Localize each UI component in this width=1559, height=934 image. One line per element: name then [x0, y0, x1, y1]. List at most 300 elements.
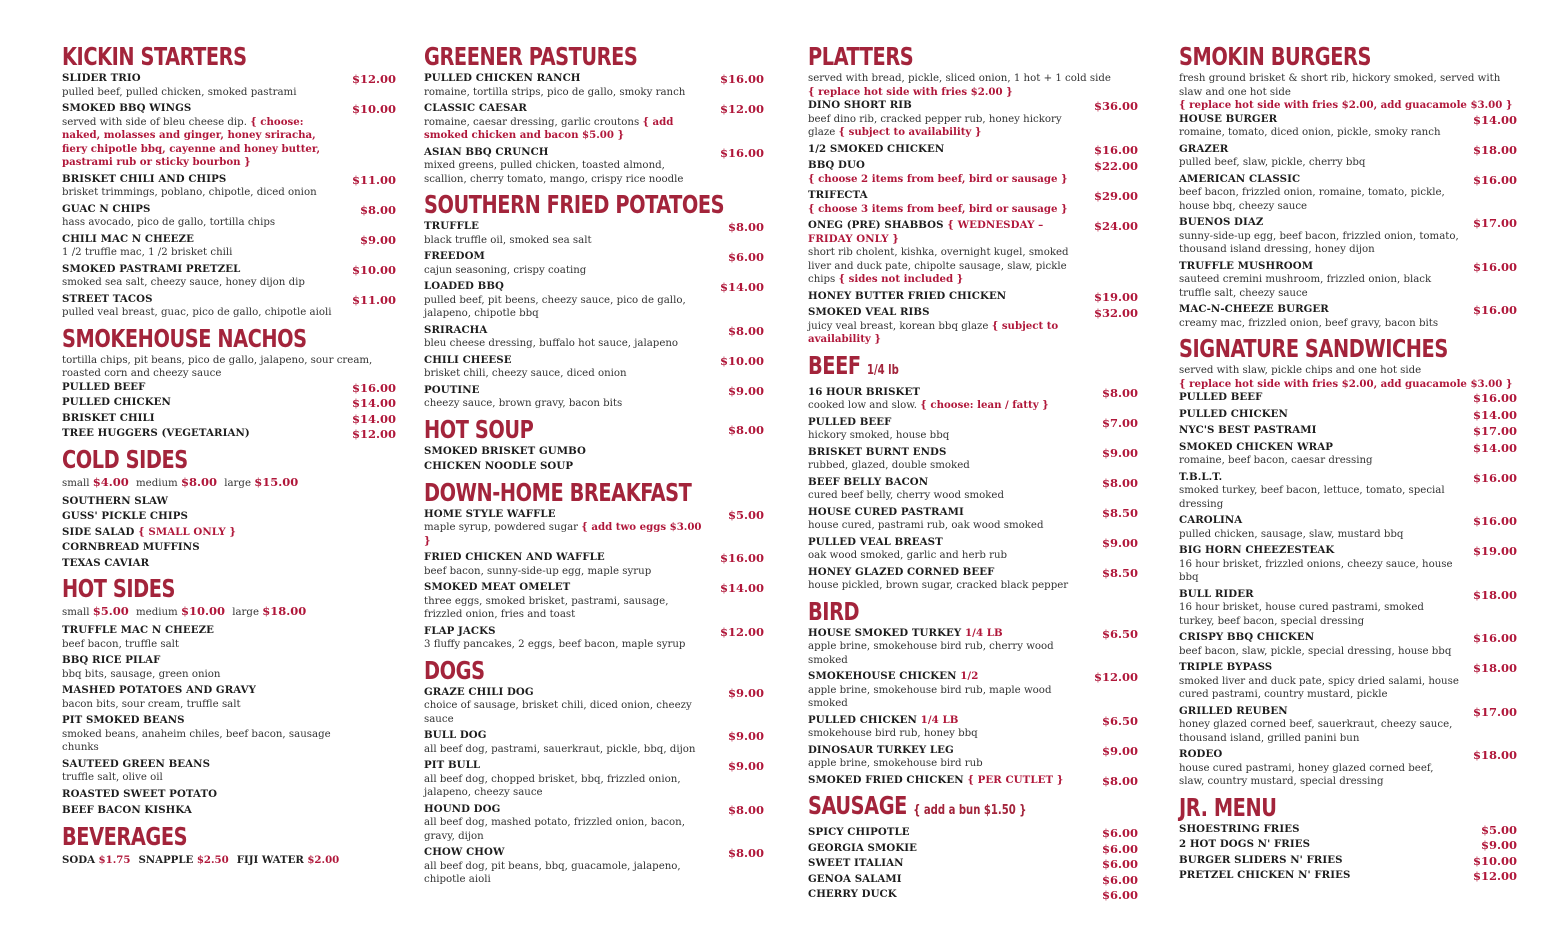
- item-name-text: FRIED CHICKEN AND WAFFLE: [424, 551, 605, 563]
- section-header: [808, 42, 1138, 71]
- size-label: small: [62, 607, 90, 618]
- menu-item: [1179, 143, 1517, 170]
- item-description: [1179, 528, 1461, 542]
- item-price: $6.50: [1101, 713, 1138, 728]
- menu-item: [808, 290, 1138, 304]
- item-price: $12.00: [351, 427, 396, 441]
- item-price: $16.00: [1472, 259, 1517, 274]
- menu-item: [424, 846, 764, 887]
- menu-item: [808, 857, 1138, 871]
- item-description: [424, 116, 708, 143]
- item-name: [424, 354, 708, 368]
- item-description-text: brisket chili, cheezy sauce, diced onion: [424, 368, 627, 379]
- item-description: [1179, 230, 1461, 257]
- item-description-text: smoked sea salt, cheezy sauce, honey dijon dip: [62, 277, 305, 288]
- section-note-highlight: { replace hot side with fries $2.00, add guacamole $3.00 }: [1179, 99, 1513, 111]
- item-description: [808, 579, 1082, 593]
- item-name-text: PULLED CHICKEN: [1179, 407, 1288, 420]
- item-name-text: PULLED BEEF: [62, 380, 146, 393]
- item-name-text: DINOSAUR TURKEY LEG: [808, 743, 954, 756]
- item-description-text: pulled beef, pulled chicken, smoked pastrami: [62, 86, 297, 98]
- menu-item: [62, 396, 396, 410]
- item-name: [424, 759, 708, 773]
- section-header: [62, 574, 396, 603]
- item-name: [808, 857, 1082, 871]
- item-name: [424, 220, 708, 234]
- beverage-name: SODA: [62, 853, 95, 866]
- menu-item: [62, 427, 396, 441]
- item-description-text: romaine, beef bacon, caesar dressing: [1179, 455, 1373, 466]
- item-price: $29.00: [1093, 189, 1138, 203]
- item-price: $11.00: [351, 292, 396, 307]
- item-name-text: FLAP JACKS: [424, 624, 496, 637]
- menu-item: [424, 729, 764, 756]
- item-name-text: AMERICAN CLASSIC: [1179, 172, 1301, 185]
- item-name-text: PULLED BEEF: [808, 415, 892, 428]
- menu-item: [1179, 631, 1517, 658]
- menu-section: [1179, 793, 1517, 883]
- item-description: [1179, 273, 1461, 300]
- section-title-text: HOT SIDES: [62, 574, 176, 603]
- item-name-text: POUTINE: [424, 383, 480, 396]
- menu-item: [424, 384, 764, 411]
- item-price: $12.00: [1093, 670, 1138, 684]
- section-title: [62, 445, 349, 474]
- item-description-text: honey glazed corned beef, sauerkraut, cheezy sauce, thousand island, grilled panini bun: [1179, 719, 1453, 744]
- item-price: $9.00: [727, 685, 764, 700]
- section-title: [808, 791, 1092, 825]
- item-name-text: CLASSIC CAESAR: [424, 102, 527, 114]
- menu-item: [424, 686, 764, 727]
- item-description: [424, 816, 708, 843]
- item-name: [424, 846, 708, 860]
- item-name-text: CRISPY BBQ CHICKEN: [1179, 631, 1315, 643]
- item-name-text: SWEET ITALIAN: [808, 857, 904, 869]
- item-description: [424, 638, 708, 652]
- item-name-text: SLIDER TRIO: [62, 72, 141, 84]
- item-description-text: sunny-side-up egg, beef bacon, frizzled onion, tomato, thousand island dressing, honey dijon: [1179, 230, 1459, 255]
- item-name: [62, 233, 340, 247]
- item-name: [62, 396, 340, 410]
- item-price: $16.00: [351, 380, 396, 395]
- item-price: $6.50: [1101, 626, 1138, 641]
- menu-item: [62, 758, 396, 785]
- item-name: [62, 72, 340, 86]
- item-name-text: NYC'S BEST PASTRAMI: [1179, 424, 1317, 436]
- item-price: $16.00: [1472, 303, 1517, 317]
- section-price: $8.00: [727, 422, 764, 437]
- item-price: $8.00: [727, 323, 764, 338]
- menu-item: [424, 354, 764, 381]
- item-description: [1179, 484, 1461, 511]
- item-description-text: bleu cheese dressing, buffalo hot sauce, jalapeno: [424, 338, 679, 349]
- item-description-text: brisket trimmings, poblano, chipotle, diced onion: [62, 187, 317, 198]
- item-price: $14.00: [351, 396, 396, 410]
- menu-item: [1179, 303, 1517, 330]
- item-description: [808, 203, 1082, 217]
- section-title: [808, 351, 1092, 385]
- item-description-text: oak wood smoked, garlic and herb rub: [808, 550, 1008, 561]
- section-header: [424, 415, 764, 444]
- item-name: [62, 203, 340, 217]
- item-name: [1179, 260, 1461, 274]
- section-title: [424, 478, 716, 507]
- menu-item: [1179, 838, 1517, 852]
- menu-section: [424, 415, 764, 474]
- item-description-text: house cured pastrami, honey glazed corned beef, slaw, country mustard, special dressing: [1179, 762, 1434, 787]
- item-description-text: 16 hour brisket, frizzled onions, cheezy sauce, house bbq: [1179, 558, 1453, 583]
- size-price: $18.00: [262, 604, 307, 618]
- item-price: $8.00: [727, 220, 764, 234]
- item-price: $8.00: [1101, 475, 1138, 490]
- item-name-text: PULLED VEAL BREAST: [808, 535, 943, 548]
- item-description: [62, 638, 340, 652]
- menu-item: [1179, 661, 1517, 702]
- item-name: [62, 526, 340, 540]
- item-price: $22.00: [1093, 159, 1138, 173]
- item-price: $10.00: [351, 262, 396, 277]
- item-name-text: RODEO: [1179, 748, 1223, 760]
- item-name: [808, 446, 1082, 460]
- item-price: $16.00: [1093, 142, 1138, 157]
- item-price: $9.00: [359, 232, 396, 247]
- item-name-text: GRILLED REUBEN: [1179, 704, 1288, 717]
- menu-item: [808, 744, 1138, 771]
- item-name: [808, 888, 1082, 902]
- item-name-text: BULL DOG: [424, 729, 487, 741]
- menu-item: [808, 446, 1138, 473]
- menu-item: [424, 72, 764, 99]
- size-prices: [62, 475, 396, 491]
- menu-item: [1179, 514, 1517, 541]
- menu-item: [424, 280, 764, 321]
- item-name-note: 1/4 LB: [964, 626, 1003, 639]
- item-name-text: GUSS' PICKLE CHIPS: [62, 510, 188, 522]
- item-name-text: GENOA SALAMI: [808, 872, 902, 885]
- item-price: $18.00: [1472, 661, 1517, 675]
- item-name: [62, 758, 340, 772]
- item-name: [808, 159, 1082, 173]
- item-description-note: { choose: lean / fatty }: [920, 399, 1049, 411]
- menu-item: [62, 72, 396, 99]
- item-description-text: beef bacon, frizzled onion, romaine, tomato, pickle, house bbq, cheezy sauce: [1179, 187, 1445, 212]
- item-price: $16.00: [719, 551, 764, 565]
- item-description: [424, 86, 708, 100]
- menu-item: [1179, 471, 1517, 512]
- item-name-text: PIT BULL: [424, 759, 481, 771]
- menu-item: [808, 888, 1138, 902]
- item-description-text: smoked beans, anaheim chiles, beef bacon, sausage chunks: [62, 728, 331, 753]
- section-title-text: SAUSAGE: [808, 791, 907, 820]
- item-name-text: SOUTHERN SLAW: [62, 494, 169, 507]
- item-description-text: beef bacon, sunny-side-up egg, maple syrup: [424, 565, 652, 577]
- menu-section: [424, 42, 764, 186]
- item-name: [62, 381, 340, 395]
- item-description: [424, 367, 708, 381]
- item-price: $12.00: [351, 72, 396, 86]
- item-name-note: { PER CUTLET }: [967, 773, 1064, 786]
- item-description: [424, 234, 708, 248]
- item-price: $10.00: [351, 102, 396, 116]
- item-name: [424, 460, 708, 474]
- item-price: $8.50: [1101, 505, 1138, 520]
- item-name-text: LOADED BBQ: [424, 280, 505, 292]
- menu-item: [1179, 391, 1517, 405]
- item-description-text: romaine, tortilla strips, pico de gallo, smoky ranch: [424, 86, 686, 98]
- item-name-text: BURGER SLIDERS N' FRIES: [1179, 853, 1343, 866]
- section-title-text: COLD SIDES: [62, 444, 188, 474]
- item-name-text: BUENOS DIAZ: [1179, 216, 1264, 228]
- menu-item: [62, 263, 396, 290]
- item-description: [808, 246, 1082, 287]
- beverage-price: $1.75: [98, 853, 131, 866]
- size-prices: [62, 604, 396, 620]
- item-description-text: house pickled, brown sugar, cracked black pepper: [808, 580, 1069, 591]
- item-name-text: BBQ DUO: [808, 159, 865, 171]
- menu-item: [808, 99, 1138, 140]
- item-name-text: SAUTEED GREEN BEANS: [62, 757, 211, 770]
- menu-item: [1179, 216, 1517, 257]
- column-2: [424, 40, 764, 890]
- item-name: [424, 686, 708, 700]
- item-description-text: sauteed cremini mushroom, frizzled onion, black truffle salt, cheezy sauce: [1179, 274, 1432, 299]
- item-description-text: all beef dog, chopped brisket, bbq, frizzled onion, jalapeno, cheezy sauce: [424, 773, 681, 798]
- item-name: [62, 102, 340, 116]
- item-name: [808, 774, 1082, 788]
- menu-item: [1179, 869, 1517, 883]
- item-description-text: rubbed, glazed, double smoked: [808, 460, 970, 471]
- item-name-text: FREEDOM: [424, 250, 485, 262]
- item-description-text: beef dino rib, cracked pepper rub, honey hickory glaze: [808, 113, 1062, 138]
- item-description-text: smoked liver and duck pate, spicy dried salami, house cured pastrami, country mustard, pickle: [1179, 675, 1459, 700]
- menu-item: [1179, 854, 1517, 868]
- item-description-text: black truffle oil, smoked sea salt: [424, 234, 592, 246]
- item-name-text: SMOKED BBQ WINGS: [62, 102, 192, 114]
- item-name: [62, 654, 340, 668]
- menu-item: [1179, 260, 1517, 301]
- item-name-text: HOUSE BURGER: [1179, 112, 1278, 125]
- item-description-note: { subject to availability }: [838, 126, 982, 138]
- item-price: $16.00: [1472, 514, 1517, 528]
- item-description: [808, 399, 1082, 413]
- size-label: small: [62, 477, 90, 489]
- item-description: [808, 727, 1082, 741]
- section-header: [62, 822, 396, 851]
- menu-item: [62, 510, 396, 524]
- item-description-text: all beef dog, mashed potato, frizzled onion, bacon, gravy, dijon: [424, 817, 685, 842]
- item-description-text: pulled beef, pit beens, cheezy sauce, pico de gallo, jalapeno, chipotle bbq: [424, 294, 686, 319]
- menu-item: [808, 774, 1138, 788]
- menu-item: [808, 536, 1138, 563]
- item-name: [424, 551, 708, 565]
- item-description: [424, 595, 708, 622]
- item-name: [808, 873, 1082, 887]
- item-price: $8.00: [1101, 773, 1138, 788]
- menu-item: [1179, 588, 1517, 629]
- item-description: [424, 743, 708, 757]
- item-name-note: 1/4 LB: [920, 713, 959, 726]
- item-description-text: short rib cholent, kishka, overnight kugel, smoked liver and duck pate, chipolte sausage, slaw, pickle chips: [808, 247, 1069, 285]
- size-price: $4.00: [92, 474, 129, 489]
- menu-section: [808, 42, 1138, 347]
- section-title-text: GREENER PASTURES: [424, 42, 638, 71]
- item-name-text: TRUFFLE: [424, 220, 480, 232]
- menu-section: [62, 574, 396, 818]
- item-description: [1179, 645, 1461, 659]
- item-description: [62, 698, 340, 712]
- item-name-text: BULL RIDER: [1179, 587, 1254, 600]
- item-description: [62, 246, 340, 260]
- menu-item: [424, 460, 764, 474]
- item-description: [808, 113, 1082, 140]
- item-description-text: apple brine, smokehouse bird rub: [808, 758, 983, 769]
- item-price: $10.00: [719, 353, 764, 368]
- item-name-text: BRISKET CHILI AND CHIPS: [62, 172, 227, 185]
- item-name: [808, 290, 1082, 304]
- item-description: [62, 116, 340, 170]
- item-name: [808, 306, 1082, 320]
- item-name: [424, 729, 708, 743]
- item-description-text: creamy mac, frizzled onion, beef gravy, bacon bits: [1179, 317, 1439, 329]
- item-name-text: CHICKEN NOODLE SOUP: [424, 460, 574, 472]
- item-name-text: BIG HORN CHEEZESTEAK: [1179, 544, 1335, 556]
- item-name: [1179, 408, 1461, 422]
- menu-item: [808, 506, 1138, 533]
- item-name: [808, 219, 1082, 246]
- item-name-text: STREET TACOS: [62, 292, 153, 305]
- item-description: [62, 668, 340, 682]
- item-name-text: CAROLINA: [1179, 514, 1243, 526]
- menu-item: [808, 842, 1138, 856]
- item-name: [808, 670, 1082, 684]
- section-title: [808, 597, 1092, 626]
- menu-item: [424, 581, 764, 622]
- item-description: [808, 320, 1082, 347]
- menu-section: [808, 597, 1138, 788]
- item-description-text: romaine, caesar dressing, garlic croutons: [424, 116, 640, 128]
- menu-item: [808, 386, 1138, 413]
- menu-item: [424, 324, 764, 351]
- item-name: [62, 557, 340, 571]
- menu-item: [62, 684, 396, 711]
- item-name: [1179, 588, 1461, 602]
- item-description: [1179, 126, 1461, 140]
- item-description-text: smokehouse bird rub, honey bbq: [808, 728, 978, 739]
- item-name: [808, 189, 1082, 203]
- menu-item: [1179, 705, 1517, 746]
- item-description-text: pulled veal breast, guac, pico de gallo, chipotle aioli: [62, 307, 332, 318]
- item-name: [808, 476, 1082, 490]
- item-description: [424, 264, 708, 278]
- beverage-name: SNAPPLE: [138, 853, 194, 866]
- item-description: [62, 276, 340, 290]
- section-note: served with slaw, pickle chips and one hot side: [1179, 365, 1422, 376]
- item-name-text: HOUSE SMOKED TURKEY: [808, 626, 962, 639]
- section-title: [1179, 793, 1470, 822]
- item-price: $16.00: [1472, 470, 1517, 485]
- item-price: $16.00: [1472, 631, 1517, 645]
- item-name: [1179, 544, 1461, 558]
- item-name-text: CHILI CHEESE: [424, 353, 512, 366]
- section-header: [62, 324, 396, 353]
- item-name: [424, 146, 708, 160]
- section-title: [424, 415, 716, 444]
- item-price: $8.00: [359, 202, 396, 217]
- section-note-highlight: { replace hot side with fries $2.00, add guacamole $3.00 }: [1179, 377, 1513, 390]
- item-description-text: truffle salt, olive oil: [62, 772, 163, 783]
- item-name: [62, 412, 340, 426]
- menu-item: [62, 788, 396, 802]
- menu-item: [62, 412, 396, 426]
- menu-item: [424, 102, 764, 143]
- item-description-text: cheezy sauce, brown gravy, bacon bits: [424, 398, 623, 409]
- item-name-text: SIDE SALAD: [62, 525, 135, 538]
- item-description: [62, 728, 340, 755]
- item-name-text: 16 HOUR BRISKET: [808, 385, 921, 398]
- item-description-note: { add two eggs $3.00 }: [424, 521, 702, 547]
- item-name: [1179, 173, 1461, 187]
- size-price: $15.00: [254, 474, 299, 489]
- section-header: [424, 656, 764, 685]
- section-note: served with bread, pickle, sliced onion, 1 hot + 1 cold side: [808, 73, 1111, 84]
- item-name-text: SPICY CHIPOTLE: [808, 826, 910, 838]
- menu-item: [1179, 113, 1517, 140]
- item-description-text: 1 /2 truffle mac, 1 /2 brisket chili: [62, 247, 233, 258]
- item-name: [1179, 705, 1461, 719]
- menu-item: [808, 566, 1138, 593]
- item-price: $14.00: [1472, 440, 1517, 455]
- beverage-name: FIJI WATER: [236, 853, 304, 866]
- item-name-text: T.B.L.T.: [1179, 470, 1223, 483]
- item-price: $9.00: [1101, 535, 1138, 550]
- item-price: $6.00: [1101, 841, 1138, 856]
- menu-section: [62, 822, 396, 867]
- section-title: [1179, 334, 1470, 363]
- item-name: [62, 173, 340, 187]
- item-description-text: hickory smoked, house bbq: [808, 430, 950, 441]
- size-price: $5.00: [92, 604, 129, 618]
- item-name: [424, 384, 708, 398]
- item-price: $6.00: [1101, 872, 1138, 887]
- section-title: [424, 190, 725, 219]
- item-description: [1179, 601, 1461, 628]
- section-title: [62, 42, 349, 71]
- item-description-text: beef bacon, slaw, pickle, special dressing, house bbq: [1179, 645, 1452, 657]
- item-name: [808, 99, 1082, 113]
- section-header: [808, 597, 1138, 626]
- item-description-note: { add smoked chicken and bacon $5.00 }: [424, 115, 674, 141]
- item-name-text: CHERRY DUCK: [808, 888, 897, 900]
- menu-item: [62, 526, 396, 540]
- item-name: [1179, 216, 1461, 230]
- item-description-text: beef bacon, truffle salt: [62, 638, 180, 650]
- item-price: $8.00: [727, 802, 764, 817]
- item-description-text: pulled beef, slaw, pickle, cherry bbq: [1179, 157, 1366, 168]
- menu-section: [1179, 42, 1517, 330]
- item-description: [62, 771, 340, 785]
- item-price: $32.00: [1093, 306, 1138, 320]
- item-description: [424, 337, 708, 351]
- item-description: [808, 549, 1082, 563]
- item-name-text: SMOKED FRIED CHICKEN: [808, 773, 964, 786]
- menu-item: [1179, 173, 1517, 214]
- item-name-text: BRISKET BURNT ENDS: [808, 445, 947, 458]
- menu-item: [808, 306, 1138, 347]
- menu-item: [424, 250, 764, 277]
- section-title: [424, 42, 716, 71]
- menu-item: [62, 804, 396, 818]
- item-description: [424, 159, 708, 186]
